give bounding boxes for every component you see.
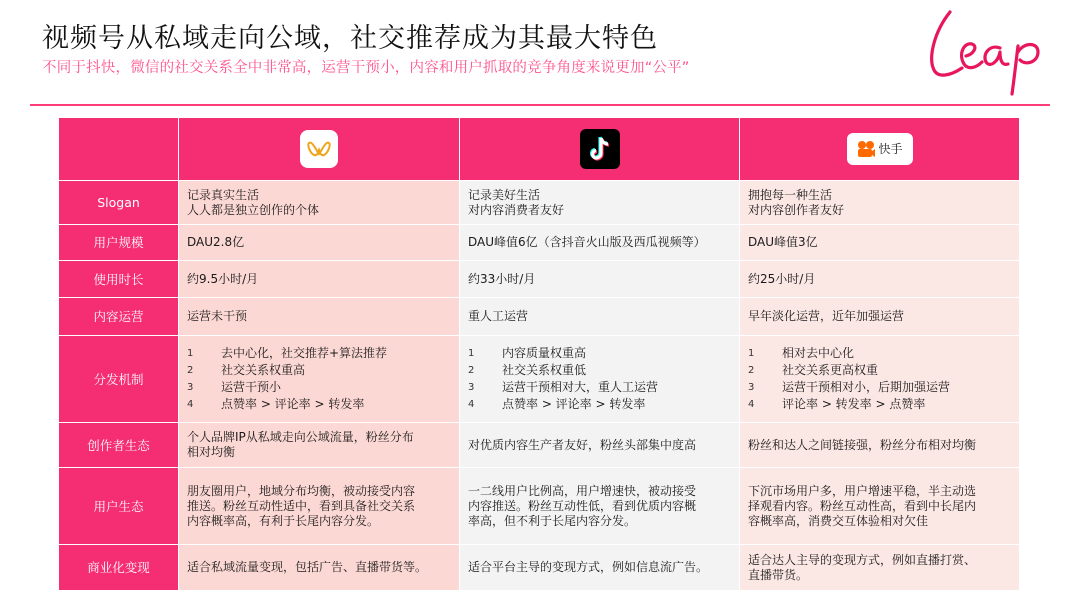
cell-text-line: 一二线用户比例高，用户增速快，被动接受	[468, 483, 697, 498]
list-item	[187, 345, 451, 362]
list-item-text: 去中心化，社交推荐+算法推荐	[221, 346, 388, 360]
list-item	[748, 396, 1011, 413]
page-title: 视频号从私域走向公域，社交推荐成为其最大特色	[42, 23, 658, 54]
kuaishou-label: 快手	[878, 141, 903, 156]
list-item	[468, 379, 731, 396]
list-item-number: 2	[748, 365, 755, 376]
cell-text-line: 个人品牌IP从私域走向公域流量，粉丝分布	[187, 430, 414, 444]
cell-text-line: 下沉市场用户多，用户增速平稳，半主动选	[748, 483, 977, 498]
cell-text-line: 适合私域流量变现，包括广告、直播带货等。	[187, 560, 428, 574]
cell-text-line: 适合平台主导的变现方式，例如信息流广告。	[468, 560, 709, 574]
cell-text-line: 拥抱每一种生活	[748, 187, 833, 202]
list-item-number: 1	[187, 348, 194, 359]
table-cell-wechat-channels	[179, 545, 459, 590]
cell-text-line: 适合达人主导的变现方式，例如直播打赏、	[748, 552, 977, 567]
list-item	[748, 362, 1011, 379]
cell-text-line: 约33小时/月	[468, 271, 536, 286]
list-item-text: 点赞率 > 评论率 > 转发率	[221, 397, 365, 411]
page-subtitle: 不同于抖快，微信的社交关系全中非常高，运营干预小，内容和用户抓取的竞争角度来说更加“公平”	[42, 60, 690, 76]
cell-text-line: DAU峰值6亿（含抖音火山版及西瓜视频等）	[468, 235, 706, 249]
cell-text-line: 容概率高，消费交互体验相对欠佳	[748, 513, 929, 528]
table-cell-kuaishou	[740, 181, 1019, 224]
cell-text-line: 推送。粉丝互动性适中，看到具备社交关系	[187, 498, 416, 513]
list-item-number: 4	[748, 399, 755, 410]
list-item-number: 3	[187, 382, 194, 393]
row-label: 使用时长	[59, 261, 178, 297]
cell-text-line: 内容推送。粉丝互动性低，看到优质内容概	[468, 498, 697, 513]
list-item	[468, 396, 731, 413]
row-label: 内容运营	[59, 298, 178, 335]
row-label: 用户规模	[59, 225, 178, 260]
header-corner	[59, 118, 178, 180]
cell-text-line: 对内容创作者友好	[748, 202, 845, 217]
cell-text-line: 内容概率高，有利于长尾内容分发。	[187, 513, 380, 528]
list-item-text: 点赞率 > 评论率 > 转发率	[502, 397, 646, 411]
header-divider	[30, 104, 1050, 106]
list-item	[187, 379, 451, 396]
list-item	[748, 345, 1011, 362]
list-item-number: 4	[187, 399, 194, 410]
table-cell-kuaishou	[740, 261, 1019, 297]
cell-text-line: 择观看内容。粉丝互动性高，看到中长尾内	[748, 498, 977, 513]
cell-text-line: 人人都是独立创作的个体	[187, 202, 320, 217]
cell-text-line: 约9.5小时/月	[187, 271, 259, 286]
cell-text-line: 朋友圈用户，地域分布均衡，被动接受内容	[187, 483, 416, 498]
list-item	[748, 379, 1011, 396]
cell-text-line: 粉丝和达人之间链接强，粉丝分布相对均衡	[748, 437, 977, 452]
list-item-number: 3	[468, 382, 475, 393]
table-cell-kuaishou	[740, 423, 1019, 467]
header-wechat-channels	[179, 118, 459, 180]
list-item-number: 4	[468, 399, 475, 410]
list-item-text: 运营干预相对大，重人工运营	[502, 380, 659, 394]
cell-text-line: 运营未干预	[187, 309, 248, 323]
table-cell-wechat-channels	[179, 181, 459, 224]
table-cell-wechat-channels	[179, 468, 459, 544]
list-item-number: 1	[468, 348, 475, 359]
comparison-table	[59, 118, 1016, 582]
list-item-text: 运营干预相对小，后期加强运营	[782, 380, 951, 394]
header-tiktok	[460, 118, 739, 180]
table-cell-tiktok	[460, 545, 739, 590]
table-cell-kuaishou	[740, 336, 1019, 422]
list-item	[468, 345, 731, 362]
cell-text-line: 早年淡化运营，近年加强运营	[748, 309, 905, 323]
kuaishou-icon	[856, 139, 876, 159]
list-item-text: 社交关系更高权重	[782, 363, 879, 377]
row-label: 用户生态	[59, 468, 178, 544]
list-item-number: 2	[187, 365, 194, 376]
header-kuaishou	[740, 118, 1019, 180]
table-cell-wechat-channels	[179, 298, 459, 335]
cell-text-line: 直播带货。	[748, 567, 809, 582]
table-cell-kuaishou	[740, 225, 1019, 260]
table-cell-tiktok	[460, 468, 739, 544]
cell-text-line: 率高，但不利于长尾内容分发。	[468, 513, 637, 528]
cell-text-line: 记录美好生活	[468, 187, 541, 202]
cell-text-line: 重人工运营	[468, 309, 529, 323]
table-cell-kuaishou	[740, 545, 1019, 590]
table-cell-tiktok	[460, 225, 739, 260]
list-item-text: 评论率 > 转发率 > 点赞率	[782, 397, 926, 411]
list-item	[187, 362, 451, 379]
cell-text-line: 对内容消费者友好	[468, 202, 565, 217]
table-cell-tiktok	[460, 261, 739, 297]
list-item-number: 3	[748, 382, 755, 393]
cell-text-line: DAU2.8亿	[187, 235, 245, 249]
table-cell-tiktok	[460, 423, 739, 467]
row-label: 创作者生态	[59, 423, 178, 467]
list-item-text: 内容质量权重高	[502, 346, 587, 360]
list-item	[187, 396, 451, 413]
cell-text-line: 记录真实生活	[187, 187, 260, 202]
list-item-text: 相对去中心化	[782, 346, 855, 360]
table-cell-tiktok	[460, 298, 739, 335]
table-cell-tiktok	[460, 181, 739, 224]
cell-text-line: 约25小时/月	[748, 271, 816, 286]
row-label: Slogan	[59, 181, 178, 224]
table-cell-wechat-channels	[179, 336, 459, 422]
row-label: 分发机制	[59, 336, 178, 422]
table-cell-wechat-channels	[179, 261, 459, 297]
list-item-text: 运营干预小	[221, 380, 282, 394]
kuaishou-badge	[847, 133, 913, 165]
list-item-text: 社交关系权重高	[221, 363, 306, 377]
list-item-number: 1	[748, 348, 755, 359]
list-item-number: 2	[468, 365, 475, 376]
cell-text-line: DAU峰值3亿	[748, 235, 818, 249]
row-label: 商业化变现	[59, 545, 178, 590]
list-item	[468, 362, 731, 379]
leap-logo	[922, 6, 1062, 98]
wechat-channels-icon	[300, 130, 338, 168]
table-cell-kuaishou	[740, 298, 1019, 335]
table-cell-wechat-channels	[179, 225, 459, 260]
tiktok-icon	[580, 129, 620, 169]
list-item-text: 社交关系权重低	[502, 363, 587, 377]
cell-text-line: 相对均衡	[187, 445, 236, 459]
table-cell-wechat-channels	[179, 423, 459, 467]
table-cell-tiktok	[460, 336, 739, 422]
table-cell-kuaishou	[740, 468, 1019, 544]
cell-text-line: 对优质内容生产者友好，粉丝头部集中度高	[468, 437, 697, 452]
